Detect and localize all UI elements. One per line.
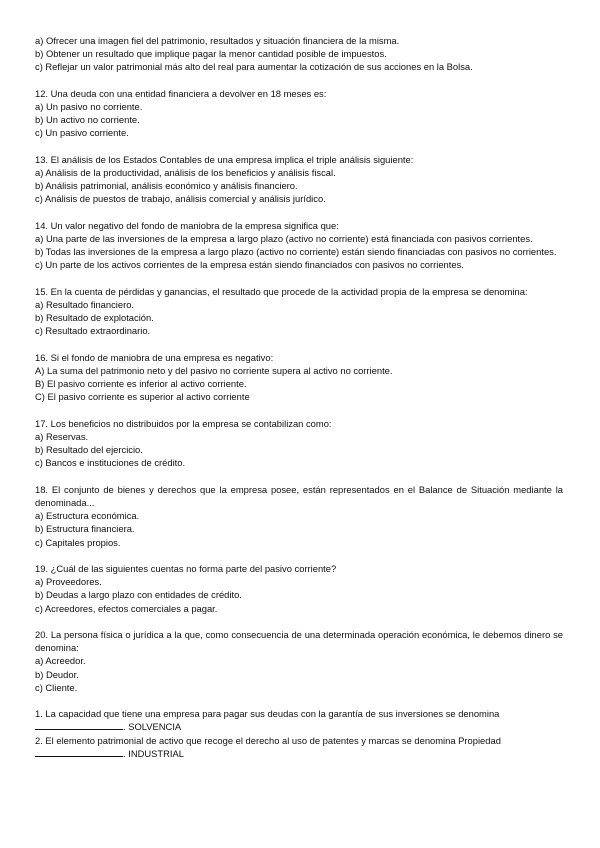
question-stem: 14. Un valor negativo del fondo de maniobra de la empresa significa que:	[35, 219, 339, 231]
option-c: c) Análisis de puestos de trabajo, análisis comercial y análisis jurídico.	[35, 193, 326, 205]
question-stem: 18. El conjunto de bienes y derechos que la empresa posee, están representados en el Balance de Situación mediante la denominada...	[35, 483, 563, 508]
question-18	[35, 483, 563, 549]
option-c: C) El pasivo corriente es superior al activo corriente	[35, 391, 250, 403]
question-13	[35, 153, 563, 206]
option-b: b) Un activo no corriente.	[35, 114, 140, 126]
question-stem: 19. ¿Cuál de las siguientes cuentas no forma parte del pasivo corriente?	[35, 563, 337, 574]
fill-in-section	[35, 707, 563, 760]
option-c: c) Bancos e instituciones de crédito.	[35, 457, 186, 469]
question-15	[35, 285, 563, 338]
fill-in-text: 2. El elemento patrimonial de activo que recoge el derecho al uso de patentes y marcas se denomina Propiedad	[35, 734, 501, 746]
option-a: a) Un pasivo no corriente.	[35, 101, 143, 112]
option-c: c) Cliente.	[35, 681, 78, 693]
option-b: b) Deudor.	[35, 668, 79, 680]
question-16	[35, 351, 563, 404]
question-19	[35, 562, 563, 615]
fill-in-item	[35, 734, 563, 760]
fill-in-item	[35, 707, 563, 733]
question-12	[35, 87, 563, 140]
answer-blank	[35, 747, 123, 757]
q11-option-a: a) Ofrecer una imagen fiel del patrimonio, resultados y situación financiera de la misma.	[35, 35, 400, 46]
option-a: a) Proveedores.	[35, 576, 102, 588]
fill-in-text: 1. La capacidad que tiene una empresa para pagar sus deudas con la garantía de sus inversiones se denomina	[35, 708, 500, 720]
question-14	[35, 219, 563, 272]
question-20	[35, 628, 563, 694]
option-c: c) Un parte de los activos corrientes de la empresa están siendo financiados con pasivos no corrientes.	[35, 259, 464, 271]
q11-option-b: b) Obtener un resultado que implique pagar la menor cantidad posible de impuestos.	[35, 48, 387, 60]
question-11-options	[35, 34, 563, 74]
option-c: c) Un pasivo corriente.	[35, 127, 129, 139]
option-a: A) La suma del patrimonio neto y del pasivo no corriente supera al activo no corriente.	[35, 365, 393, 376]
fill-in-answer-line	[35, 720, 563, 733]
question-stem: 17. Los beneficios no distribuidos por la empresa se contabilizan como:	[35, 417, 332, 429]
option-a: a) Una parte de las inversiones de la empresa a largo plazo (activo no corriente) está financiada con pasivos corrientes.	[35, 233, 533, 244]
fill-in-answer: . SOLVENCIA	[123, 721, 182, 733]
fill-in-answer: . INDUSTRIAL	[123, 747, 184, 759]
question-stem: 15. En la cuenta de pérdidas y ganancias, el resultado que procede de la actividad propia de la empresa se denomina:	[35, 285, 528, 297]
question-17	[35, 417, 563, 470]
fill-in-answer-line	[35, 747, 563, 760]
exam-content	[35, 34, 563, 760]
option-c: c) Capitales propios.	[35, 536, 121, 548]
answer-blank	[35, 720, 123, 730]
option-a: a) Acreedor.	[35, 655, 86, 667]
option-b: b) Deudas a largo plazo con entidades de crédito.	[35, 589, 242, 601]
option-a: a) Análisis de la productividad, análisis de los beneficios y análisis fiscal.	[35, 167, 336, 178]
option-b: B) El pasivo corriente es inferior al activo corriente.	[35, 378, 247, 390]
option-a: a) Estructura económica.	[35, 510, 140, 522]
option-b: b) Resultado del ejercicio.	[35, 444, 143, 456]
question-stem: 13. El análisis de los Estados Contables de una empresa implica el triple análisis siguiente:	[35, 153, 414, 165]
option-c: c) Acreedores, efectos comerciales a pagar.	[35, 602, 218, 614]
option-a: a) Reservas.	[35, 431, 89, 442]
question-stem: 16. Si el fondo de maniobra de una empresa es negativo:	[35, 351, 274, 363]
option-b: b) Análisis patrimonial, análisis económico y análisis financiero.	[35, 180, 298, 192]
question-stem: 12. Una deuda con una entidad financiera a devolver en 18 meses es:	[35, 87, 327, 99]
q11-option-c: c) Reflejar un valor patrimonial más alto del real para aumentar la cotización de sus acciones en la Bolsa.	[35, 61, 473, 73]
option-c: c) Resultado extraordinario.	[35, 325, 151, 337]
option-b: b) Estructura financiera.	[35, 523, 135, 535]
option-b: b) Resultado de explotación.	[35, 312, 154, 324]
question-stem: 20. La persona física o jurídica a la que, como consecuencia de una determinada operación económica, le debemos dinero se denomina:	[35, 629, 563, 654]
option-a: a) Resultado financiero.	[35, 299, 135, 310]
option-b: b) Todas las inversiones de la empresa a largo plazo (activo no corriente) están siendo financiadas con pasivos no corrientes.	[35, 246, 557, 258]
